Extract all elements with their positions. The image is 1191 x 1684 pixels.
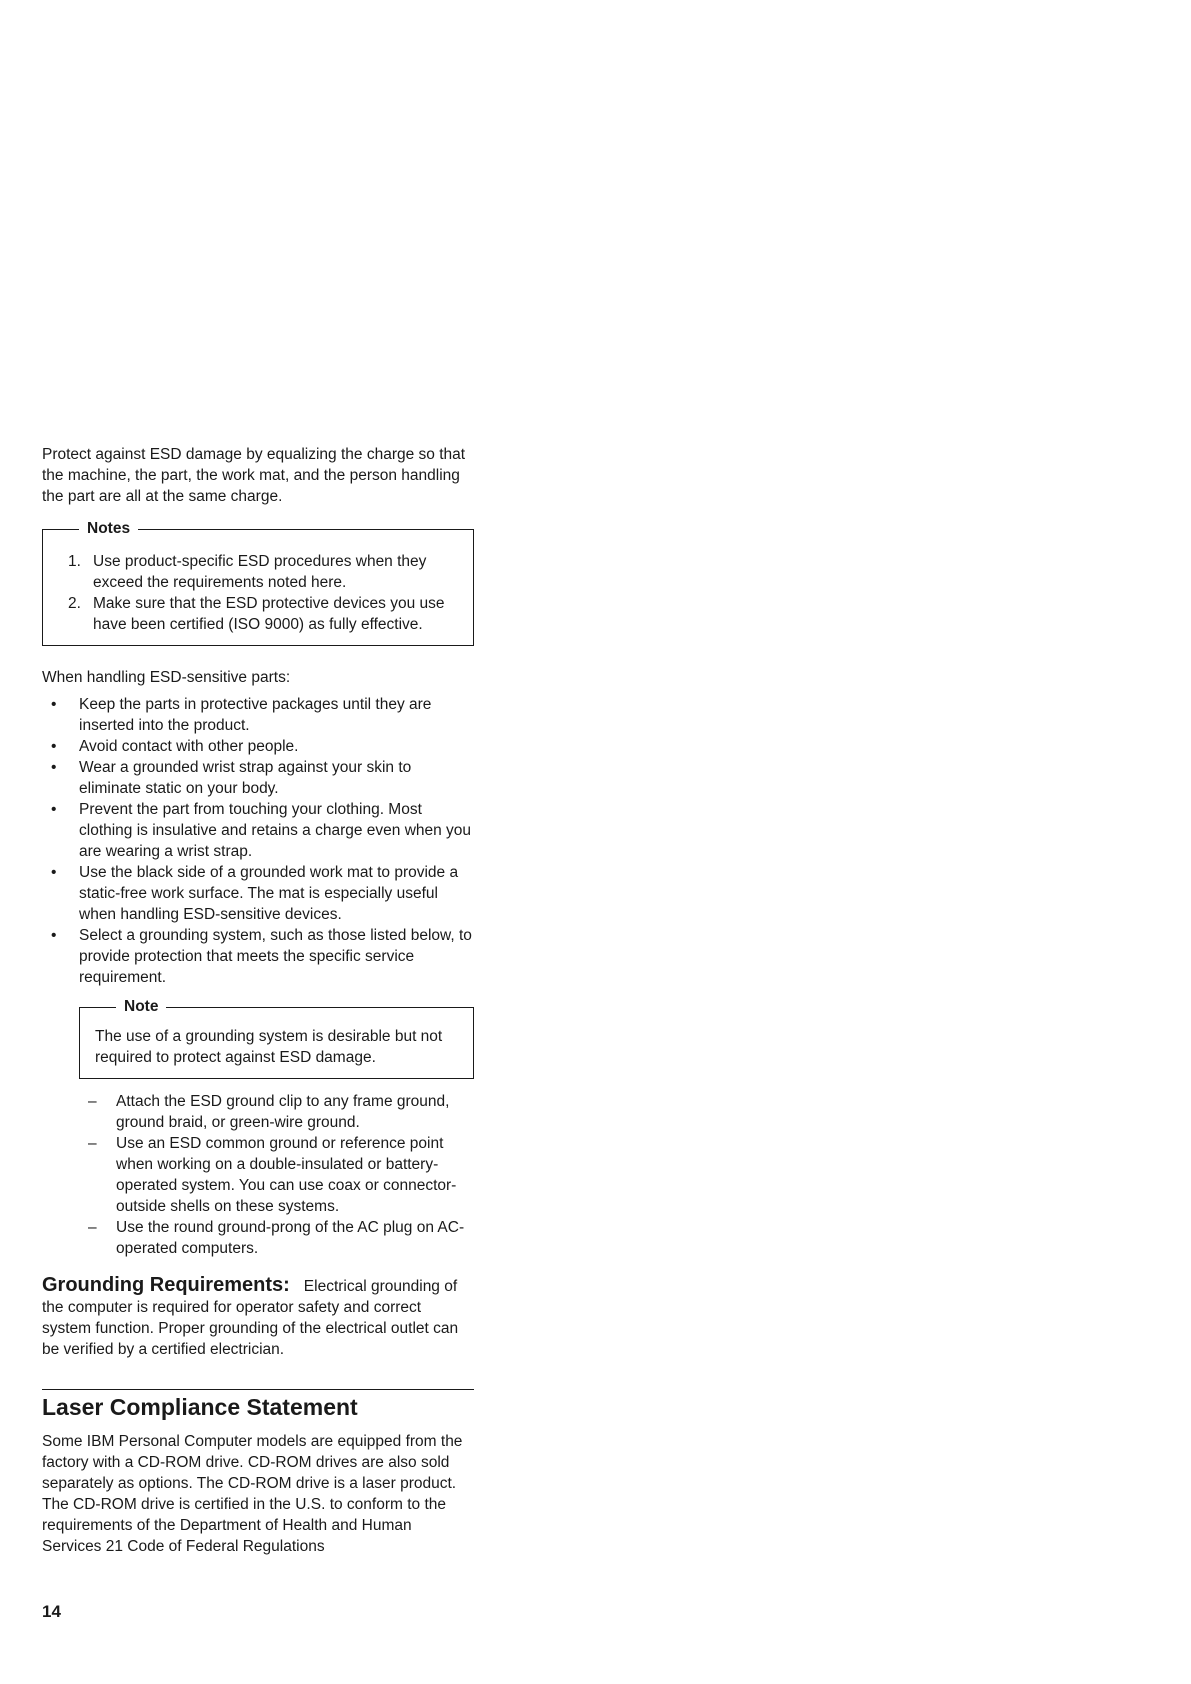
- intro-paragraph: Protect against ESD damage by equalizing the charge so that the machine, the part, the work mat, and the person handling the part are all at the same charge.: [42, 446, 466, 505]
- notes-list: [65, 551, 457, 635]
- laser-section-heading: Laser Compliance Statement: [42, 1389, 474, 1422]
- dash-item: [79, 1217, 474, 1259]
- dash-item: [79, 1133, 474, 1217]
- bullet-text: Prevent the part from touching your clothing. Most clothing is insulative and retains a charge even when you are wearing a wrist strap.: [79, 801, 472, 860]
- notes-box: [42, 520, 474, 646]
- bullet-icon: •: [51, 927, 57, 944]
- page-number: 14: [42, 1602, 61, 1621]
- dash-icon: –: [88, 1093, 97, 1110]
- notes-list-item: [65, 593, 457, 635]
- note-box-label: Note: [116, 997, 166, 1017]
- dash-text: Use an ESD common ground or reference point when working on a double-insulated or battery-operated system. You can use coax or connector-outside shells on these systems.: [116, 1135, 457, 1215]
- dash-icon: –: [88, 1219, 97, 1236]
- list-number: 1.: [68, 553, 81, 570]
- bullet-text: Select a grounding system, such as those listed below, to provide protection that meets the specific service requirement.: [79, 927, 472, 986]
- dash-item: [79, 1091, 474, 1133]
- page-column: [42, 444, 474, 1557]
- bullet-icon: •: [51, 738, 57, 755]
- bullet-item: [42, 862, 474, 925]
- bullet-text: Keep the parts in protective packages until they are inserted into the product.: [79, 696, 432, 734]
- dash-text: Use the round ground-prong of the AC plug on AC-operated computers.: [116, 1219, 465, 1257]
- bullet-text: Use the black side of a grounded work mat to provide a static-free work surface. The mat is especially useful when handling ESD-sensitive devices.: [79, 864, 459, 923]
- bullet-icon: •: [51, 864, 57, 881]
- dash-icon: –: [88, 1135, 97, 1152]
- bullet-item: [42, 757, 474, 799]
- bullet-item: [42, 925, 474, 988]
- bullet-item: [42, 799, 474, 862]
- bullet-item: [42, 694, 474, 736]
- grounding-heading: Grounding Requirements:: [42, 1274, 290, 1296]
- dash-text: Attach the ESD ground clip to any frame ground, ground braid, or green-wire ground.: [116, 1093, 450, 1131]
- notes-item-text: Make sure that the ESD protective devices you use have been certified (ISO 9000) as fully effective.: [93, 595, 445, 633]
- bullet-item: [42, 736, 474, 757]
- bullet-icon: •: [51, 759, 57, 776]
- bullet-text: Avoid contact with other people.: [79, 738, 299, 755]
- bullet-icon: •: [51, 801, 57, 818]
- list-number: 2.: [68, 595, 81, 612]
- laser-paragraph: Some IBM Personal Computer models are equipped from the factory with a CD-ROM drive. CD-ROM drives are also sold separately as options. The CD-ROM drive is a laser product. The CD-ROM drive is certified in the U.S. to conform to the requirements of the Department of Health and Human Services 21 Code of Federal Regulations: [42, 1433, 463, 1555]
- grounding-note-box: [79, 998, 474, 1079]
- grounding-text: Electrical grounding of the computer is required for operator safety and correct system function. Proper grounding of the electrical outlet can be verified by a certified electrician.: [42, 1278, 459, 1358]
- notes-list-item: [65, 551, 457, 593]
- notes-item-text: Use product-specific ESD procedures when they exceed the requirements noted here.: [93, 553, 427, 591]
- handling-bullet-list: [42, 694, 474, 988]
- notes-box-label: Notes: [79, 519, 138, 539]
- grounding-dash-list: [79, 1091, 474, 1259]
- handling-lead: When handling ESD-sensitive parts:: [42, 669, 291, 686]
- bullet-icon: •: [51, 696, 57, 713]
- grounding-paragraph: [42, 1275, 474, 1360]
- note-box-text: The use of a grounding system is desirable but not required to protect against ESD damage.: [95, 1028, 443, 1066]
- bullet-text: Wear a grounded wrist strap against your skin to eliminate static on your body.: [79, 759, 412, 797]
